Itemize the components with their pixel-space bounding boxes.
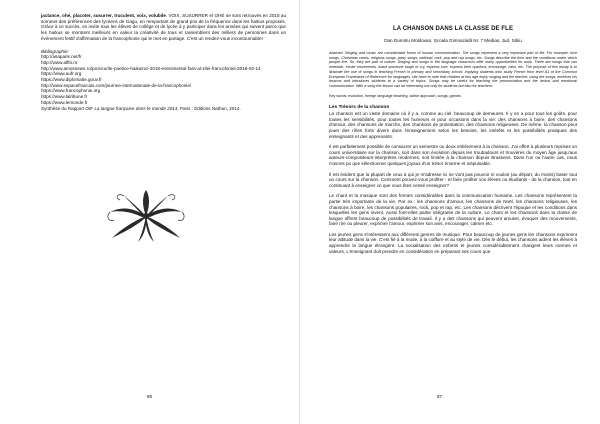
article-author: Dan Dumitru Moldovan, Școala Gimnazială Nr. 7 Medias, Jud. Sibiu (384, 38, 522, 43)
bibliography-item: https://www.lemonde.fr (41, 99, 88, 105)
bibliography-item: http://www.alfbi.ro (41, 59, 78, 65)
section-title: Les Trésors de la chanson (329, 105, 390, 111)
synthesis-title: La langue française dans le monde 2014 (94, 105, 178, 111)
bibliography-item: http://asaparis.net/fr (41, 54, 82, 60)
floral-ornament (104, 186, 188, 246)
bibliography-title: Bibliographie: (41, 48, 69, 54)
page-number: 87 (437, 394, 443, 399)
bibliography-item: http://www.espacefrancais.com/journee-internationale-de-la-francophonie/ (41, 82, 192, 88)
body-paragraph: La chanson est un vaste domaine où il y a, comme au ciel, beaucoup de demeures. Il y en a pour tous les goûts, pour toutes les sensibilités, pour toutes les humeurs et pour occasions dans la vie: des chansons à boire, des chansons d'amour, des chansons de marche, des chansons de protestation, des chansons religieuses. De même, la chanson peut jouer des rôles forts divers dans l'enseignement selon les besoins, les intérêts et les possibilités pratiques des enseignants et des apprenants. (329, 111, 577, 139)
body-paragraph: Le chant et la musique sont des formes considérables dans la communication humaine. Les chansons représentent la partie très importante de la vie. Par ex.: les chansons d'amour, les chansons de Noël, les chansons religieuses, les chansons à boire, les chansons populaires, rock, pop et rap, etc. Les chansons décrivent l'époque et les conditions dans lesquelles les gens vivent. Aussi font-elles partie intégrante de la culture. Le chant et les chansons dans la classe de langue offrent beaucoup de possibilités de travail. Il y a des chansons qui peuvent amuser, évoquer des mouvements, faire rire ou pleurer, exprimer l'amour, exprimer son avis, encourager, calmer etc. (329, 193, 577, 227)
keywords: Key words: evolution, foreign language teaching, active approach, songs, games. (329, 93, 462, 98)
body-paragraph: Les jeunes gens s'intéressent aux différents genres de musique. Pour beaucoup de jeunes gens les chansons expriment leur attitude dans la vie. C'est fié à la mode, à la coiffure et au style de vie. Dès le début, les chansons aident les élèves à apprendre la langue étrangère. La socialisation des enfants et jeunes considérablement changent leurs normes et valeurs. L'enseignant doit prendre en considération en préparant ses cours que (329, 231, 577, 254)
bibliography-item: https://www.diplomatie.gouv.fr (41, 77, 102, 83)
bibliography-synthesis (41, 106, 286, 112)
article-title: LA CHANSON DANS LA CLASSE DE FLE (392, 26, 514, 32)
bibliography-list (41, 54, 286, 111)
intro-keywords: jactance, ohé, placoter, susurrer, truculent, voix, volubile (41, 13, 166, 18)
synthesis-prefix: Synthèse du Rapport OIF (41, 105, 94, 111)
bibliography-item: https://www.aufr.org (41, 71, 82, 77)
synthesis-suffix: , Paris : Éditions Nathan, 2014. (177, 105, 241, 111)
intro-paragraph (41, 13, 286, 42)
intro-text: . VOIX, SUSURRER et OHÉ se sont retrouvés en 2018 au sommet des préférences des lycéens de Gagu, en remportant de grand prix de la fréquence dans les haïkus proposés. Grâce à ce succès, on invite tous les élèves de collège et de lycée à y participer dans les années qui suivent parce que les haïkus se montrent meilleurs en valeur la créativité de tous et rassemblent des milliers de personnes dans un événement festif d'affirmation de la francophonie qui le met en partage. C'est un rendez-vous incontournable! (41, 13, 287, 41)
bibliography-item: https://www.lalribune.fr (41, 94, 88, 100)
body-paragraph: Il est parfaitement possible de consacrer un semestre ou deux entièrement à la chanson. J'ai offert à plusieurs reprises un cours universitaire sur la chanson, soit dans son évolution depuis les troubadours et trouvères du moyen âge jusqu'aux auteurs-compositeurs-interprètes modernes; soit limitée à la chanson depuis Brassens. Dans l'un ou l'autre cas, nous n'avons pu que sélectionner quelques joyaux d'un trésor énorme et inépuisable. (329, 144, 577, 166)
bibliography-item: https://www.francophonie.org (41, 88, 101, 94)
right-page (300, 0, 600, 424)
page-number: 86 (147, 394, 153, 399)
bibliography-item: http://www.amosnews.ro/picnicurile-poetice-haikuinci-2018-evenimentul-fara-al-zilei-francofoniei-2018-03-14 (41, 65, 261, 71)
abstract: Abstract: Singing and music are considerable forms of human communication. The songs represent a very important part of life. For example: love songs, Christmas carols, religious songs, party songs, national, rock, pop and rap songs, etc. Songs describe the time and the conditions under which people live. So, they are part of culture. Singing and songs in the language classroom offer many opportunities for work. There are songs that can entertain, evoke movements, make someone laugh or cry, express love, express their opinions, encourage, calm, etc. The purpose of this essay is to illustrate the use of songs in teaching French in primary and secondary school, implying students who study French from level A1 of the Common European Framework of Reference for languages. We have to note that children at this age enjoy singing and the teacher, using the songs, enriches his lessons and introduces students to a variety of topics. Songs may be useful for teaching the pronunciation and the lexical and emotional communication. With a song the lesson can be interesting not only for students but also for teachers. (329, 51, 577, 88)
body-paragraph: Il est évident que la plupart de ceux à qui je m'adresse ici ne vont pas pouvoir ni vouloir (au départ, du moins) baser tout un cours sur la chanson. Comment pouvez-vous profiter - et faire profiter vos élèves ou étudiants - de la chanson, tout en continuant à enseigner ce que vous êtes censé enseigner? (329, 171, 577, 188)
